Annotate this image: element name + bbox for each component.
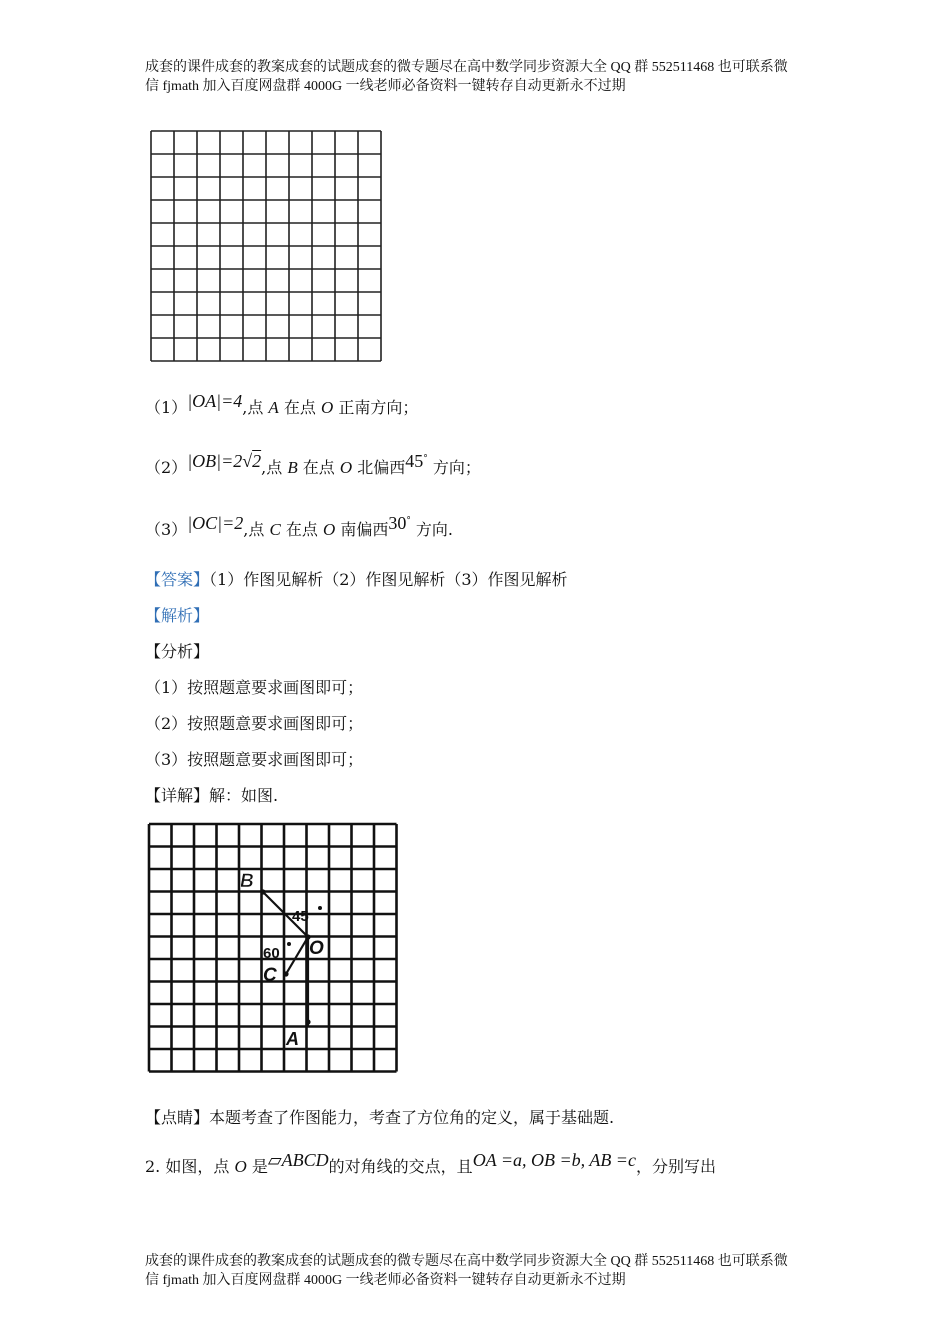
- variable: O: [322, 520, 336, 539]
- variable: O: [234, 1157, 247, 1176]
- text-segment: 北偏西: [352, 458, 406, 477]
- detail-label: 【详解】: [145, 786, 210, 805]
- fenxi-line-3: （3）按照题意要求画图即可；: [145, 750, 364, 769]
- degree-mark: °: [423, 454, 428, 464]
- math-expression: |OA|=4: [187, 391, 243, 411]
- dianjing-label: 【点睛】: [145, 1108, 210, 1127]
- question-item-3: [145, 513, 454, 544]
- text-segment: 方向.: [410, 520, 454, 539]
- text-segment: 的对角线的交点，且: [328, 1157, 473, 1176]
- text-segment: 正南方向；: [333, 398, 419, 417]
- header-banner: [145, 58, 825, 96]
- text-segment: ,点: [243, 520, 270, 539]
- header-banner-line2: 信 fjmath 加入百度网盘群 4000G 一线老师必备资料一键转存自动更新永不过期: [145, 79, 626, 94]
- solution-grid-figure: [146, 821, 402, 1077]
- answer-line: [145, 569, 568, 591]
- question-item-1: [145, 391, 419, 419]
- text-segment: 在点: [280, 520, 323, 539]
- text-segment: 是: [246, 1157, 268, 1176]
- label-C: C: [263, 965, 277, 986]
- sqrt-radicand: 2: [252, 451, 262, 471]
- analysis-label: 【解析】: [145, 606, 210, 625]
- question-item-2: [145, 451, 481, 482]
- q2-number: 2. 如图，点: [145, 1157, 235, 1176]
- detail-line: [145, 785, 278, 807]
- variable: B: [287, 458, 298, 477]
- item-number: （2）: [145, 458, 188, 477]
- label-A: A: [286, 1029, 299, 1049]
- math-expression-part: |OB|=2: [187, 451, 243, 471]
- label-B: B: [240, 871, 254, 892]
- text-segment: 方向；: [427, 458, 481, 477]
- analysis-label-line: [145, 605, 209, 627]
- text-segment: ,点: [242, 398, 269, 417]
- degree-value: 30: [388, 513, 407, 533]
- math-expression: [187, 451, 261, 471]
- point-A: [305, 1019, 310, 1024]
- dianjing-text: 本题考查了作图能力，考查了方位角的定义，属于基础题.: [209, 1108, 615, 1127]
- footer-banner: [145, 1252, 825, 1290]
- variable: A: [268, 398, 279, 417]
- fenxi-line-1: （1）按照题意要求画图即可；: [145, 678, 364, 697]
- vector-expression: OA =a, OB =b, AB =c: [472, 1150, 636, 1170]
- variable: O: [321, 398, 334, 417]
- text-segment: ,点: [261, 458, 288, 477]
- fenxi-label: 【分析】: [145, 642, 210, 661]
- parallelogram-expression: ▱ABCD: [267, 1150, 329, 1170]
- fenxi-line-2: （2）按照题意要求画图即可；: [145, 714, 364, 733]
- label-angle-60: 60: [263, 945, 280, 962]
- point-C: [283, 971, 288, 976]
- variable: C: [269, 520, 281, 539]
- header-banner-line1: 成套的课件成套的教案成套的试题成套的微专题尽在高中数学同步资源大全 QQ 群 552511468 也可联系微: [145, 60, 788, 75]
- degree-mark: °: [406, 516, 411, 526]
- angle-dot-60: [287, 942, 291, 946]
- text-segment: ，分别写出: [635, 1157, 716, 1176]
- footer-banner-line1: 成套的课件成套的教案成套的试题成套的微专题尽在高中数学同步资源大全 QQ 群 552511468 也可联系微: [145, 1254, 788, 1269]
- text-segment: 在点: [297, 458, 340, 477]
- variable: O: [339, 458, 353, 477]
- item-number: （1）: [145, 398, 188, 417]
- math-expression: |OC|=2: [187, 513, 244, 533]
- answer-text: （1）作图见解析（2）作图见解析（3）作图见解析: [209, 570, 568, 589]
- label-O: O: [309, 938, 324, 959]
- sqrt-sign: √: [242, 451, 253, 471]
- dianjing-line: [145, 1107, 614, 1129]
- footer-banner-line2: 信 fjmath 加入百度网盘群 4000G 一线老师必备资料一键转存自动更新永不过期: [145, 1273, 626, 1288]
- point-B: [260, 889, 265, 894]
- item-number: （3）: [145, 520, 188, 539]
- question-2-line: [145, 1150, 716, 1178]
- label-angle-45: 45: [292, 908, 309, 925]
- text-segment: 在点: [278, 398, 321, 417]
- angle-dot-45: [318, 906, 322, 910]
- detail-text: 解：如图.: [209, 786, 279, 805]
- degree-value: 45: [405, 451, 424, 471]
- empty-grid-figure: [148, 128, 384, 364]
- text-segment: 南偏西: [335, 520, 389, 539]
- answer-label: 【答案】: [145, 570, 210, 589]
